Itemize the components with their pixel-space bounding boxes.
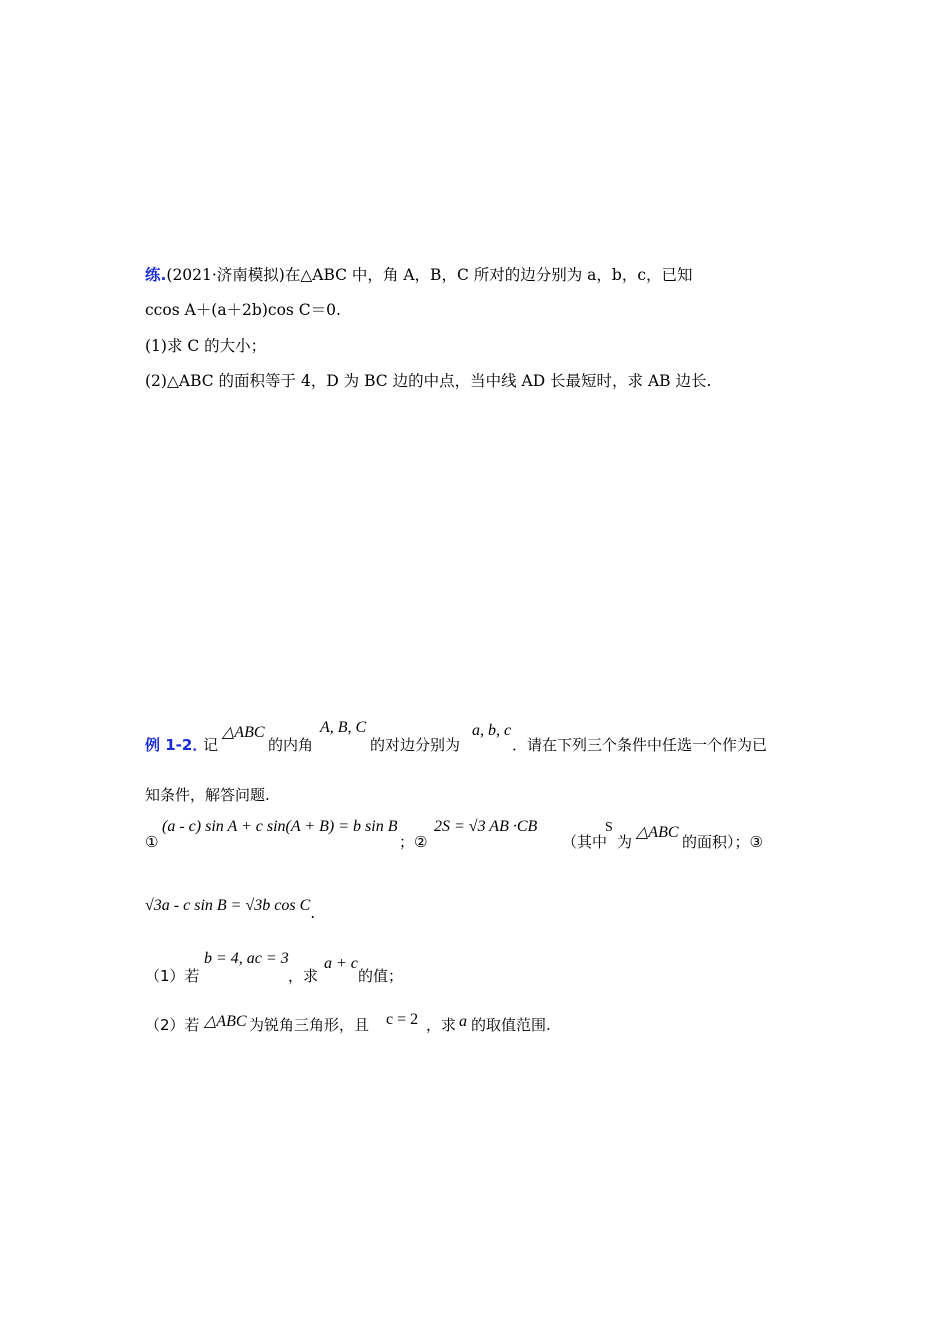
q2-t3: ，求 [426, 1016, 457, 1034]
example-intro-t1: 记 [203, 736, 219, 754]
example-intro-line-2: 知条件，解答问题. [145, 786, 270, 804]
example-question-1 [145, 966, 404, 986]
condition-note-abc: △ABC [636, 824, 679, 841]
example-intro-line [145, 735, 768, 755]
example-intro-t2: 的内角 [268, 736, 314, 754]
practice-line-1 [145, 265, 693, 285]
example-intro-m1: △ABC [222, 724, 265, 741]
example-intro-m3: a, b, c [472, 722, 512, 739]
example-label: 例 1-2． [145, 736, 208, 754]
q2-t2: 为锐角三角形，且 [249, 1016, 370, 1034]
condition-3-formula: √3a - c sin B = √3b cos C [145, 897, 311, 914]
condition-note-close: 的面积）；③ [682, 833, 763, 851]
q2-m2: c = 2 [386, 1011, 419, 1028]
q1-m1: b = 4, ac = 3 [204, 950, 289, 967]
condition-1-formula: (a - c) sin A + c sin(A + B) = b sin B [162, 818, 398, 835]
q2-m1: △ABC [204, 1013, 247, 1030]
condition-2-formula: 2S = √3 AB ·CB [434, 818, 538, 835]
practice-question-2: (2)△ABC 的面积等于 4，D 为 BC 边的中点，当中线 AD 长最短时，求 AB 边长. [145, 372, 712, 390]
q2-t1: （2）若 [145, 1016, 200, 1034]
q1-t1: （1）若 [145, 967, 200, 985]
condition-3-end: . [310, 904, 316, 922]
example-intro-t4: ．请在下列三个条件中任选一个作为已 [512, 736, 768, 754]
practice-line-2: ccos A＋(a＋2b)cos C＝0. [145, 301, 341, 319]
q1-t3: 的值； [358, 967, 404, 985]
condition-note-s: S [605, 820, 613, 835]
condition-3-line [145, 895, 316, 922]
condition-separator: ；② [399, 833, 428, 851]
example-intro-m2: A, B, C [320, 719, 367, 736]
practice-label: 练. [145, 266, 167, 284]
practice-intro-text: (2021·济南模拟)在△ABC 中，角 A，B，C 所对的边分别为 a，b，c，已知 [166, 266, 693, 284]
example-intro-t3: 的对边分别为 [370, 736, 461, 754]
condition-note-open: （其中 [562, 833, 608, 851]
q2-m3: a [459, 1013, 467, 1030]
q1-t2: ，求 [288, 967, 319, 985]
practice-question-1: (1)求 C 的大小； [145, 337, 267, 355]
q2-t4: 的取值范围. [471, 1016, 551, 1034]
q1-m2: a + c [324, 955, 358, 972]
condition-1-marker: ① [145, 833, 159, 851]
condition-note-wei: 为 [617, 833, 633, 851]
